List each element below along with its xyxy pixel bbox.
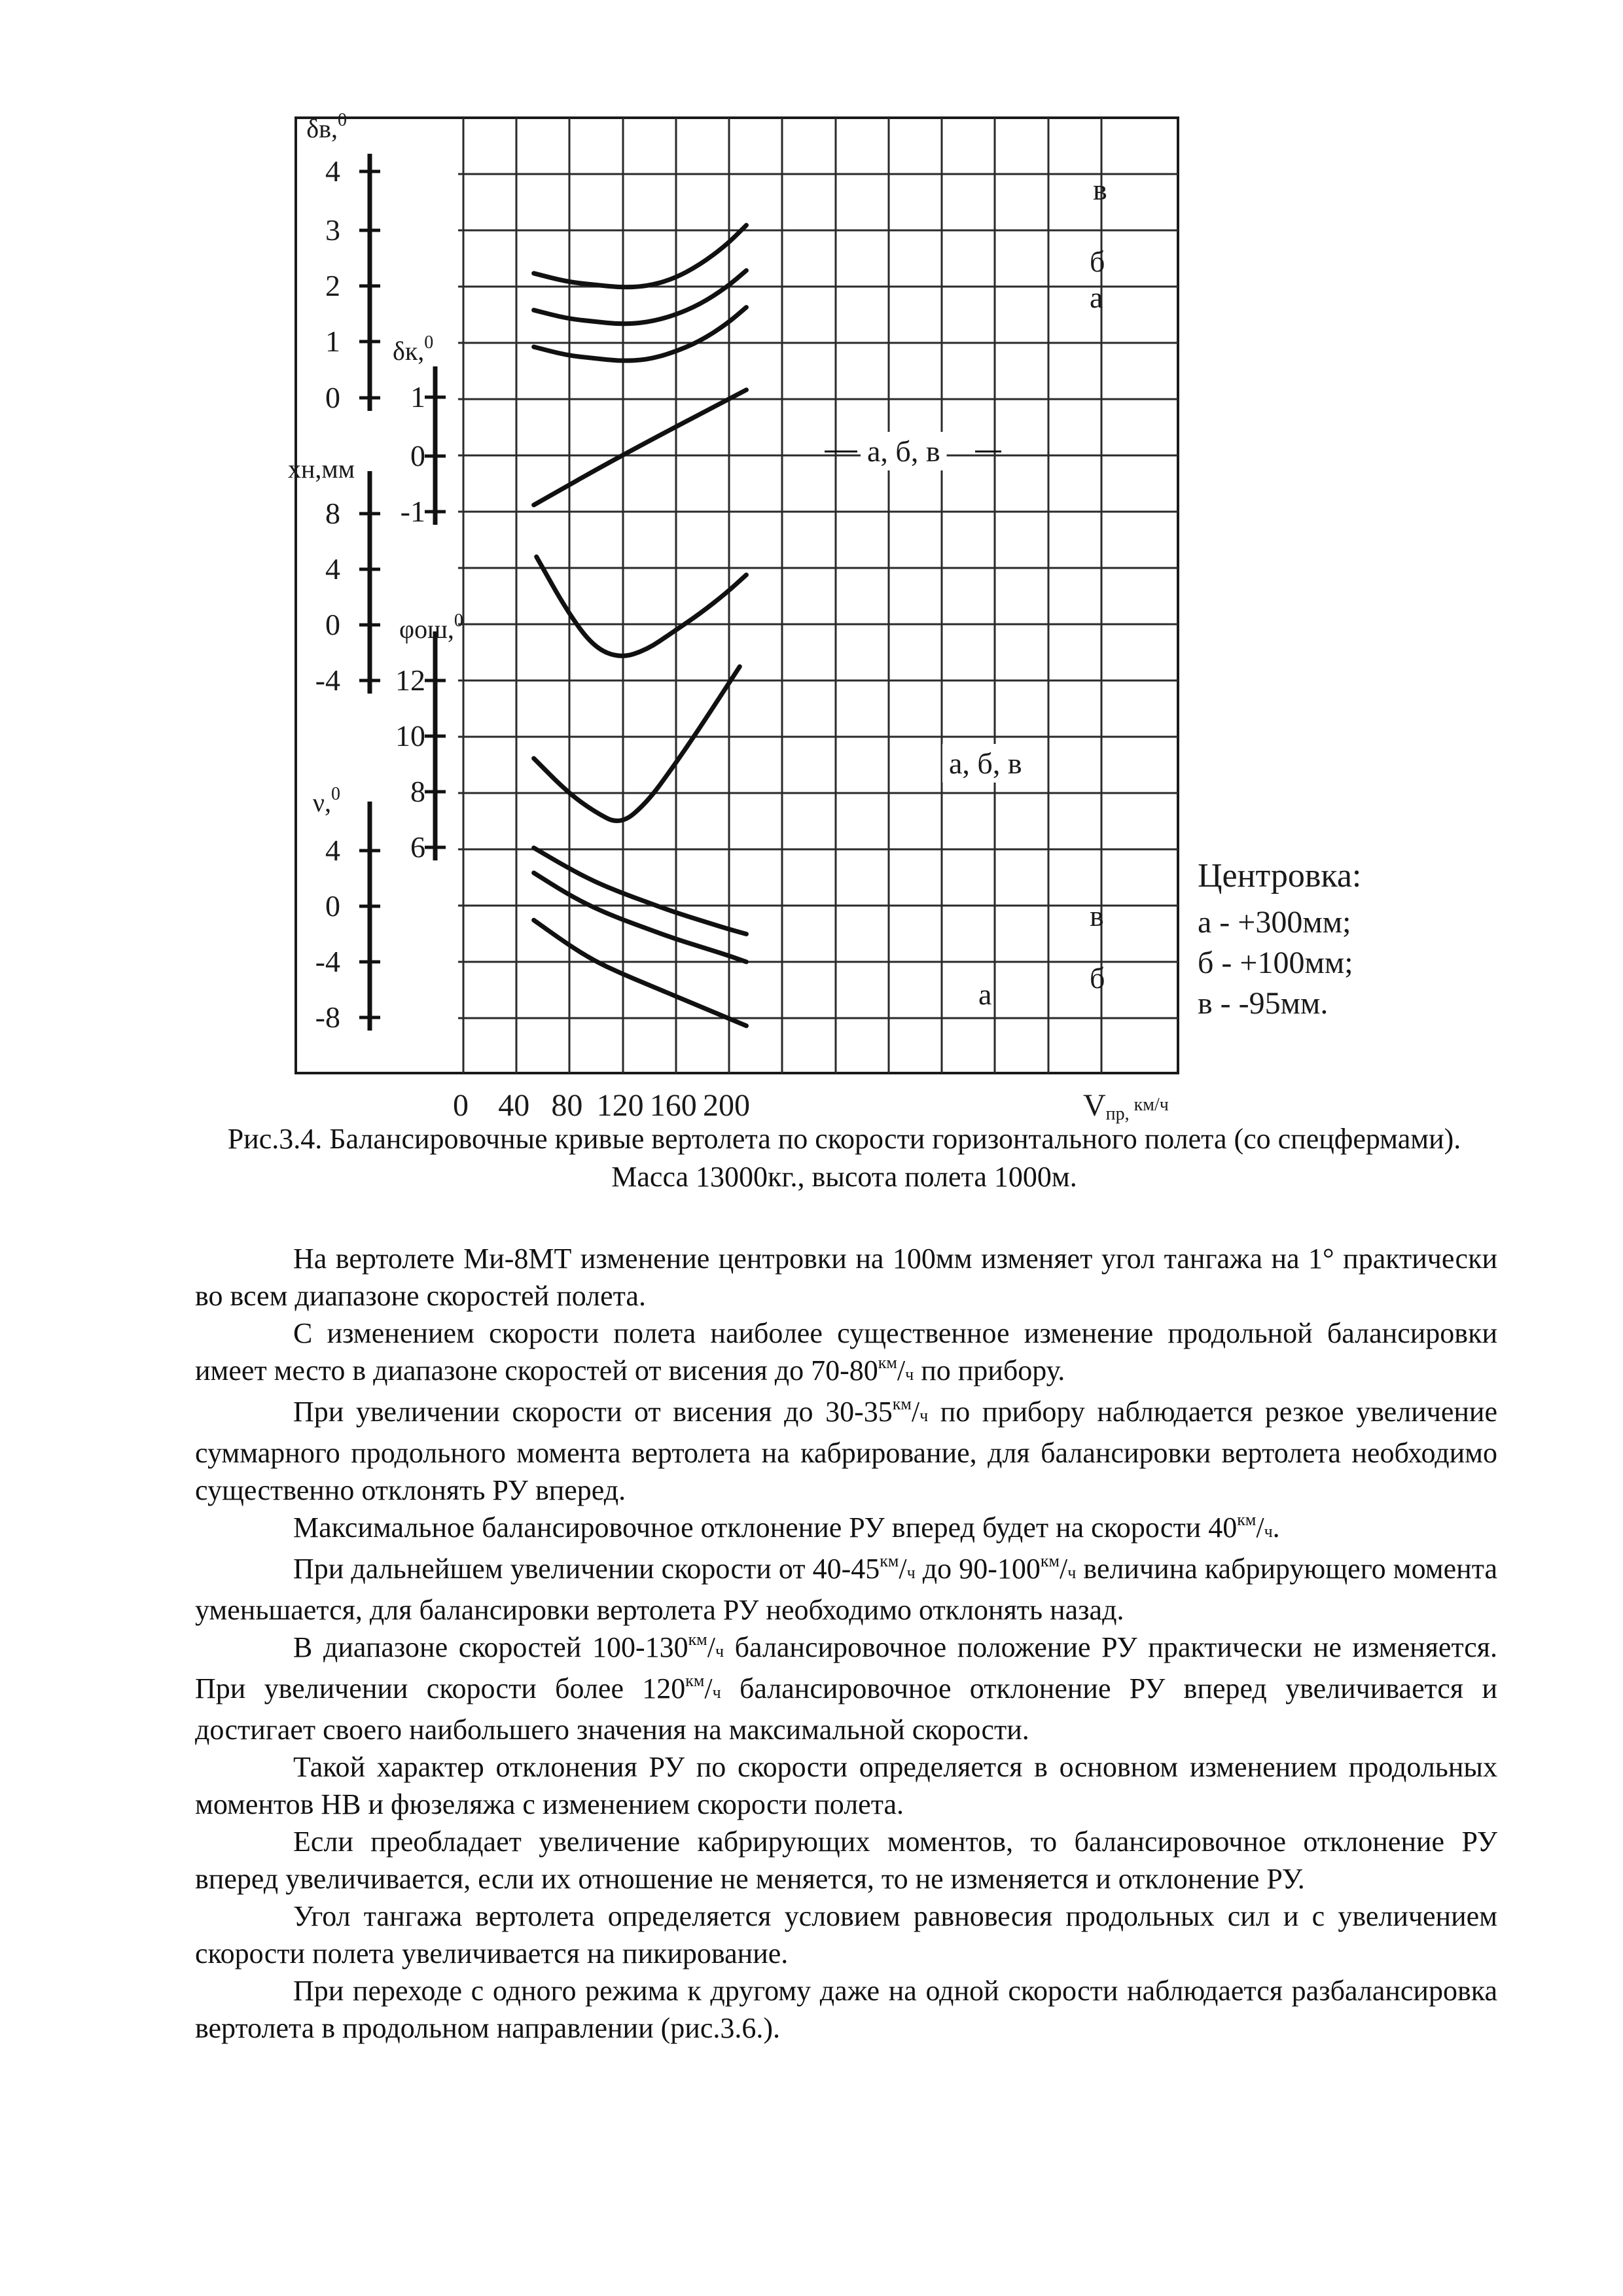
series-line: [537, 557, 747, 656]
y-axis-title-sup: 0: [331, 784, 340, 804]
series-label: а: [1090, 281, 1103, 314]
series-label: в: [1093, 173, 1107, 206]
series-label: в: [1090, 899, 1104, 932]
y-axis-title-sup: 0: [454, 610, 463, 631]
y-axis-title: δв,$^0$: [306, 110, 347, 143]
legend-entry: а - +300мм;: [1198, 905, 1351, 940]
x-axis-title: Vпр, $^{км/ч}$: [1083, 1088, 1169, 1124]
y-tick-label: 2: [325, 269, 340, 302]
paragraph: Угол тангажа вертолета определяется условием равновесия продольных сил и с увеличением скорости полета увеличивается на пикирование.: [195, 1900, 1497, 1969]
x-axis-title-sub: пр,: [1105, 1104, 1134, 1124]
legend-entry: в - -95мм.: [1198, 986, 1329, 1021]
x-tick-label: 120: [596, 1088, 644, 1123]
figure-caption: Рис.3.4. Балансировочные кривые вертолета по скорости горизонтального полета (со спецфермами). Масса 13000кг., высота полета 1000м.: [227, 1123, 1461, 1193]
chart-legend: [1198, 857, 1361, 1021]
y-axis-title: δк,$^0$: [393, 332, 434, 366]
y-tick-label: 12: [395, 663, 425, 697]
y-tick-label: 4: [325, 154, 340, 188]
series-line: [534, 667, 740, 821]
paragraph: В диапазоне скоростей $100-130^{км}/ч$ балансировочное положение РУ практически не изменяется. При увеличении скорости более $120^{км}/ч$ балансировочное отклонение РУ вперед увеличивается и достигает своего наибольшего значения на максимальной скорости.: [195, 1630, 1497, 1746]
y-tick-label: 0: [325, 889, 340, 923]
y-tick-label: 3: [325, 213, 340, 247]
chart-axes: [288, 110, 463, 1034]
y-tick-label: -4: [315, 663, 340, 697]
y-tick-label: 4: [325, 552, 340, 586]
paragraph: На вертолете Ми-8МТ изменение центровки на 100мм изменяет угол тангажа на 1° практически во всем диапазоне скоростей полета.: [195, 1243, 1497, 1312]
series-line: [534, 270, 747, 323]
y-tick-label: 6: [410, 830, 425, 864]
series-line: [534, 873, 747, 962]
x-tick-label: 160: [649, 1088, 697, 1123]
paragraph: Такой характер отклонения РУ по скорости определяется в основном изменением продольных моментов НВ и фюзеляжа с изменением скорости полета.: [195, 1751, 1497, 1820]
x-tick-label: 40: [498, 1088, 530, 1123]
paragraph: При переходе с одного режима к другому даже на одной скорости наблюдается разбалансировка вертолета в продольном направлении (рис.3.6.).: [195, 1975, 1497, 2044]
series-label: а, б, в: [867, 434, 940, 468]
y-tick-label: -8: [315, 1000, 340, 1034]
x-tick-label: 200: [703, 1088, 750, 1123]
y-tick-label: 1: [410, 380, 425, 414]
y-tick-label: 8: [410, 775, 425, 808]
series-label: б: [1090, 245, 1105, 278]
series-label: а, б, в: [949, 747, 1022, 780]
paragraph: При дальнейшем увеличении скорости от $40-45^{км}/ч$ до $90-100^{км}/ч$ величина кабрирующего момента уменьшается, для балансировки вертолета РУ необходимо отклонять назад.: [195, 1551, 1497, 1626]
x-tick-label: 80: [551, 1088, 583, 1123]
series-line: [534, 225, 747, 287]
series-label: а: [978, 978, 992, 1011]
series-line: [534, 390, 747, 505]
legend-title: Центровка:: [1198, 857, 1362, 894]
x-axis-units: км/ч: [1133, 1095, 1169, 1115]
series-line: [534, 920, 747, 1026]
series-line: [534, 308, 747, 361]
series-label: б: [1090, 961, 1105, 995]
y-tick-label: 10: [395, 719, 425, 752]
legend-entry: б - +100мм;: [1198, 945, 1353, 980]
y-tick-label: -4: [315, 945, 340, 978]
y-axis-title: xн,мм: [288, 454, 355, 484]
paragraph: При увеличении скорости от висения до $30-35^{км}/ч$ по прибору наблюдается резкое увеличение суммарного продольного момента вертолета на кабрирование, для балансировки вертолета необходимо существенно отклонять РУ вперед.: [195, 1394, 1497, 1506]
y-axis-title-sup: 0: [338, 110, 347, 130]
y-tick-label: 1: [325, 325, 340, 358]
y-tick-label: 0: [325, 608, 340, 641]
y-axis-title: φош,$^0$: [399, 610, 463, 644]
balance-curves-figure: [0, 0, 1623, 1125]
y-tick-label: 0: [325, 381, 340, 414]
paragraph: Если преобладает увеличение кабрирующих моментов, то балансировочное отклонение РУ вперед увеличивается, если их отношение не меняется, то не изменяется и отклонение РУ.: [195, 1826, 1497, 1895]
y-tick-label: 8: [325, 497, 340, 530]
y-axis-title-sup: 0: [424, 332, 434, 353]
body-text: [195, 1240, 1497, 2047]
x-tick-label: 0: [453, 1088, 469, 1123]
paragraph: Максимальное балансировочное отклонение РУ вперед будет на скорости $40^{км}/ч$.: [293, 1510, 1280, 1544]
y-tick-label: -1: [400, 495, 425, 528]
y-tick-label: 0: [410, 439, 425, 472]
y-axis-title: ν,$^0$: [312, 784, 340, 817]
paragraph: С изменением скорости полета наиболее существенное изменение продольной балансировки имеет место в диапазоне скоростей от висения до $70-80^{км}/ч$ по прибору.: [195, 1317, 1497, 1386]
y-tick-label: 4: [325, 834, 340, 867]
